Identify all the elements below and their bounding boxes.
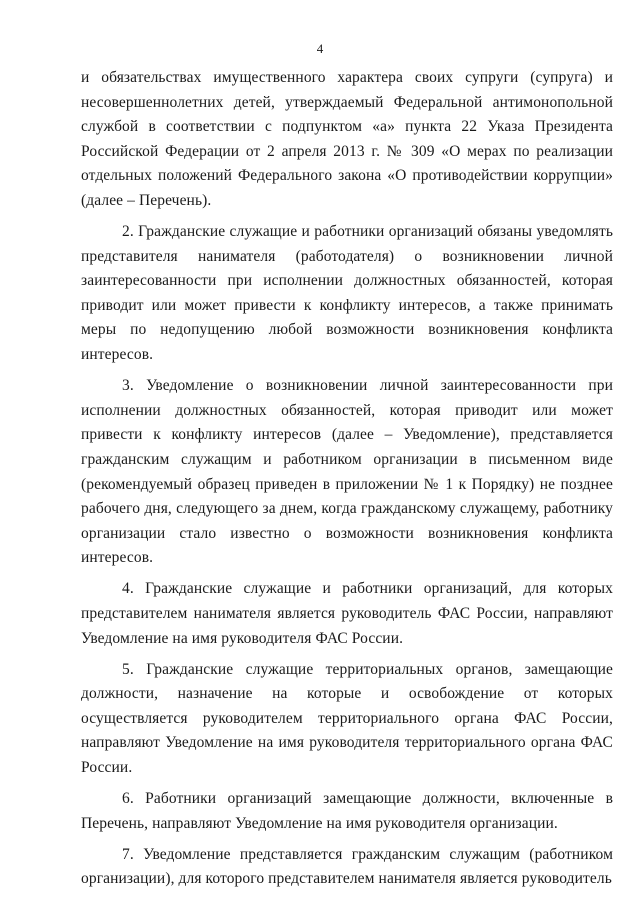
paragraph-7: 7. Уведомление представляется гражданским служащим (работником организации), для которого представителем нанимателя является руководитель [81, 845, 613, 888]
paragraph-6: 6. Работники организаций замещающие должности, включенные в Перечень, направляют Уведомление на имя руководителя организации. [81, 790, 613, 832]
page-number: 4 [316, 41, 324, 56]
document-body [81, 66, 613, 892]
paragraph-5: 5. Гражданские служащие территориальных органов, замещающие должности, назначение на которые и освобождение от которых осуществляется руководителем территориального органа ФАС России, направляют Уведомление на имя руководителя территориального органа ФАС России. [81, 660, 613, 777]
paragraph-continuation: и обязательствах имущественного характера своих супруги (супруга) и несовершеннолетних детей, утверждаемый Федеральной антимонопольной службой в соответствии с подпунктом «а» пункта 22 Указа Президента Российской Федерации от 2 апреля 2013 г. № 309 «О мерах по реализации отдельных положений Федерального закона «О противодействии коррупции» (далее – Перечень). [81, 69, 613, 209]
paragraph-2: 2. Гражданские служащие и работники организаций обязаны уведомлять представителя нанимателя (работодателя) о возникновении личной заинтересованности при исполнении должностных обязанностей, которая приводит или может привести к конфликту интересов, а также принимать меры по недопущению любой возможности возникновения конфликта интересов. [81, 223, 613, 364]
paragraph-4: 4. Гражданские служащие и работники организаций, для которых представителем нанимателя является руководитель ФАС России, направляют Уведомление на имя руководителя ФАС России. [81, 580, 613, 647]
paragraph-3: 3. Уведомление о возникновении личной заинтересованности при исполнении должностных обязанностей, которая приводит или может привести к конфликту интересов (далее – Уведомление), представляется гражданским служащим и работником организации в письменном виде (рекомендуемый образец приведен в приложении № 1 к Порядку) не позднее рабочего дня, следующего за днем, когда гражданскому служащему, работнику организации стало известно о возможности возникновения конфликта интересов. [81, 377, 613, 567]
